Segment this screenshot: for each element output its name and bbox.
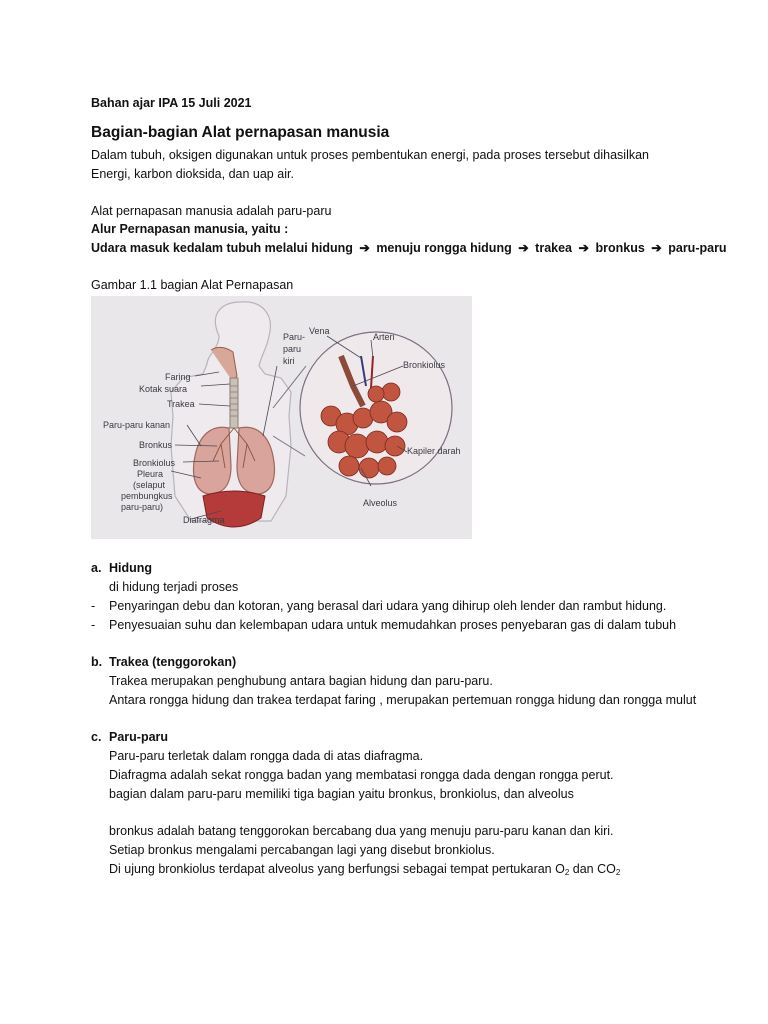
section-a-marker: a. [91, 561, 102, 575]
label-paru-kiri-1: Paru- [283, 332, 306, 342]
document-date-title: Bahan ajar IPA 15 Juli 2021 [91, 96, 252, 110]
label-faring: Faring [165, 372, 191, 382]
label-paru-paru: paru-paru) [121, 502, 164, 512]
section-c-line-6-text: Di ujung bronkiolus terdapat alveolus yang berfungsi sebagai tempat pertukaran O [109, 862, 565, 876]
subscript-2: 2 [615, 868, 621, 877]
bullet-dash: - [91, 618, 96, 632]
label-bronkiolus-right: Bronkiolus [403, 360, 446, 370]
label-alveolus: Alveolus [363, 498, 398, 508]
respiratory-system-figure [91, 296, 472, 539]
respiratory-diagram [91, 296, 472, 539]
section-c-line-5: Setiap bronkus mengalami percabangan lagi yang disebut bronkiolus. [109, 843, 495, 857]
section-c-line-3: bagian dalam paru-paru memiliki tiga bagian yaitu bronkus, bronkiolus, dan alveolus [109, 787, 574, 801]
label-paru-kiri-2: paru [283, 344, 302, 354]
arrow-icon: ➔ [518, 241, 529, 255]
trachea-shape [230, 378, 238, 428]
section-a-bullet-1: Penyaringan debu dan kotoran, yang berasal dari udara yang dihirup oleh lender dan rambut hidung. [109, 599, 667, 613]
main-heading: Bagian-bagian Alat pernapasan manusia [91, 124, 390, 141]
section-c-line-6-mid: dan CO [569, 862, 616, 876]
intro-line-2: Energi, karbon dioksida, dan uap air. [91, 167, 294, 181]
section-c-marker: c. [91, 730, 102, 744]
section-c-line-1: Paru-paru terletak dalam rongga dada di atas diafragma. [109, 749, 424, 763]
flow-step-lungs: paru-paru [668, 241, 727, 255]
section-c-line-6 [109, 861, 620, 877]
arrow-icon: ➔ [578, 241, 589, 255]
label-selaput: (selaput [133, 480, 166, 490]
breathing-flow [91, 240, 727, 256]
intro-line-1: Dalam tubuh, oksigen digunakan untuk proses pembentukan energi, pada proses tersebut dihasilkan [91, 148, 650, 162]
section-a-bullet-2: Penyesuaian suhu dan kelembapan udara untuk memudahkan proses penyebaran gas di dalam tubuh [109, 618, 677, 632]
section-a-title: Hidung [109, 561, 153, 575]
label-diafragma: Diafragma [183, 515, 225, 525]
label-arteri: Arteri [373, 332, 395, 342]
section-b-title: Trakea (tenggorokan) [109, 655, 237, 669]
label-trakea: Trakea [167, 399, 195, 409]
arrow-icon: ➔ [651, 241, 662, 255]
section-a-line-1: di hidung terjadi proses [109, 580, 239, 594]
flow-heading: Alur Pernapasan manusia, yaitu : [91, 222, 289, 236]
label-paru-kanan: Paru-paru kanan [103, 420, 171, 430]
label-paru-kiri-3: kiri [283, 356, 295, 366]
figure-caption: Gambar 1.1 bagian Alat Pernapasan [91, 278, 294, 292]
label-vena: Vena [309, 326, 330, 336]
label-kotak-suara: Kotak suara [139, 384, 188, 394]
flow-step-nose: Udara masuk kedalam tubuh melalui hidung [91, 241, 353, 255]
label-pembungkus: pembungkus [121, 491, 173, 501]
bullet-dash: - [91, 599, 96, 613]
subscript-2: 2 [564, 868, 570, 877]
flow-step-bronchus: bronkus [595, 241, 645, 255]
organ-line: Alat pernapasan manusia adalah paru-paru [91, 204, 332, 218]
flow-step-trachea: trakea [535, 241, 573, 255]
label-kapiler-darah: Kapiler darah [407, 446, 461, 456]
section-c-line-4: bronkus adalah batang tenggorokan bercabang dua yang menuju paru-paru kanan dan kiri. [109, 824, 614, 838]
section-c-title: Paru-paru [109, 730, 169, 744]
label-bronkiolus: Bronkiolus [133, 458, 176, 468]
section-c-line-2: Diafragma adalah sekat rongga badan yang membatasi rongga dada dengan rongga perut. [109, 768, 614, 782]
section-b-marker: b. [91, 655, 103, 669]
section-b-line-1: Trakea merupakan penghubung antara bagian hidung dan paru-paru. [109, 674, 493, 688]
arrow-icon: ➔ [359, 241, 370, 255]
label-bronkus: Bronkus [139, 440, 173, 450]
section-b-line-2: Antara rongga hidung dan trakea terdapat faring , merupakan pertemuan rongga hidung dan rongga mulut [109, 693, 697, 707]
label-pleura: Pleura [137, 469, 164, 479]
flow-step-nasal-cavity: menuju rongga hidung [376, 241, 512, 255]
